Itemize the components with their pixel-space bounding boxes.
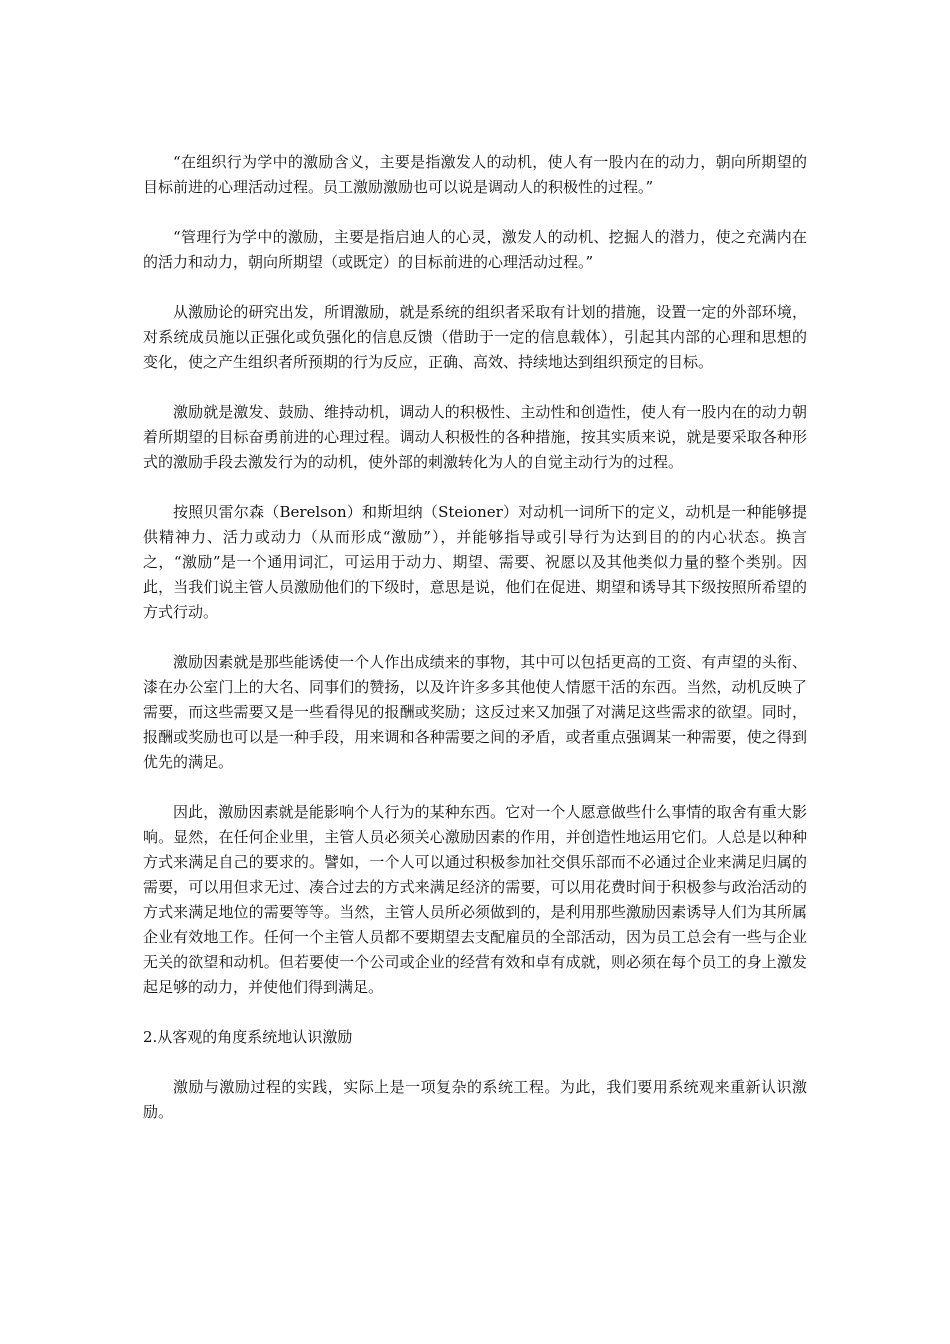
paragraph-6: 激励因素就是那些能诱使一个人作出成绩来的事物，其中可以包括更高的工资、有声望的头衔、漆在办公室门上的大名、同事们的赞扬，以及许许多多其他使人情愿干活的东西。当然，动机反映了需要，而这些需要又是一些看得见的报酬或奖励；这反过来又加强了对满足这些需求的欲望。同时，报酬或奖励也可以是一种手段，用来调和各种需要之间的矛盾，或者重点强调某一种需要，使之得到优先的满足。 [143, 653, 807, 771]
closing-paragraph: 激励与激励过程的实践，实际上是一项复杂的系统工程。为此，我们要用系统观来重新认识激励。 [143, 1078, 807, 1121]
document-body [143, 150, 807, 1150]
paragraph-1: “在组织行为学中的激励含义，主要是指激发人的动机，使人有一股内在的动力，朝向所期望的目标前进的心理活动过程。员工激励激励也可以说是调动人的积极性的过程。” [143, 153, 807, 196]
section-heading: 2.从客观的角度系统地认识激励 [143, 1028, 353, 1046]
paragraph-5: 按照贝雷尔森（Berelson）和斯坦纳（Steioner）对动机一词所下的定义，动机是一种能够提供精神力、活力或动力（从而形成“激励”），并能够指导或引导行为达到目的的内心状态。换言之，“激励”是一个通用词汇，可运用于动力、期望、需要、祝愿以及其他类似力量的整个类别。因此，当我们说主管人员激励他们的下级时，意思是说，他们在促进、期望和诱导其下级按照所希望的方式行动。 [143, 503, 807, 621]
paragraph-2: “管理行为学中的激励，主要是指启迪人的心灵，激发人的动机、挖掘人的潜力，使之充满内在的活力和动力，朝向所期望（或既定）的目标前进的心理活动过程。” [143, 228, 807, 271]
paragraph-3: 从激励论的研究出发，所谓激励，就是系统的组织者采取有计划的措施，设置一定的外部环境，对系统成员施以正强化或负强化的信息反馈（借助于一定的信息载体），引起其内部的心理和思想的变化，使之产生组织者所预期的行为反应，正确、高效、持续地达到组织预定的目标。 [143, 303, 807, 371]
paragraph-7: 因此，激励因素就是能影响个人行为的某种东西。它对一个人愿意做些什么事情的取舍有重大影响。显然，在任何企业里，主管人员必须关心激励因素的作用，并创造性地运用它们。人总是以种种方式来满足自己的要求的。譬如，一个人可以通过积极参加社交俱乐部而不必通过企业来满足归属的需要，可以用但求无过、凑合过去的方式来满足经济的需要，可以用花费时间于积极参与政治活动的方式来满足地位的需要等等。当然，主管人员所必须做到的，是利用那些激励因素诱导人们为其所属企业有效地工作。任何一个主管人员都不要期望去支配雇员的全部活动，因为员工总会有一些与企业无关的欲望和动机。但若要使一个公司或企业的经营有效和卓有成就，则必须在每个员工的身上激发起足够的动力，并使他们得到满足。 [143, 803, 807, 996]
paragraph-4: 激励就是激发、鼓励、维持动机，调动人的积极性、主动性和创造性，使人有一股内在的动力朝着所期望的目标奋勇前进的心理过程。调动人积极性的各种措施，按其实质来说，就是要采取各种形式的激励手段去激发行为的动机，使外部的刺激转化为人的自觉主动行为的过程。 [143, 403, 807, 471]
